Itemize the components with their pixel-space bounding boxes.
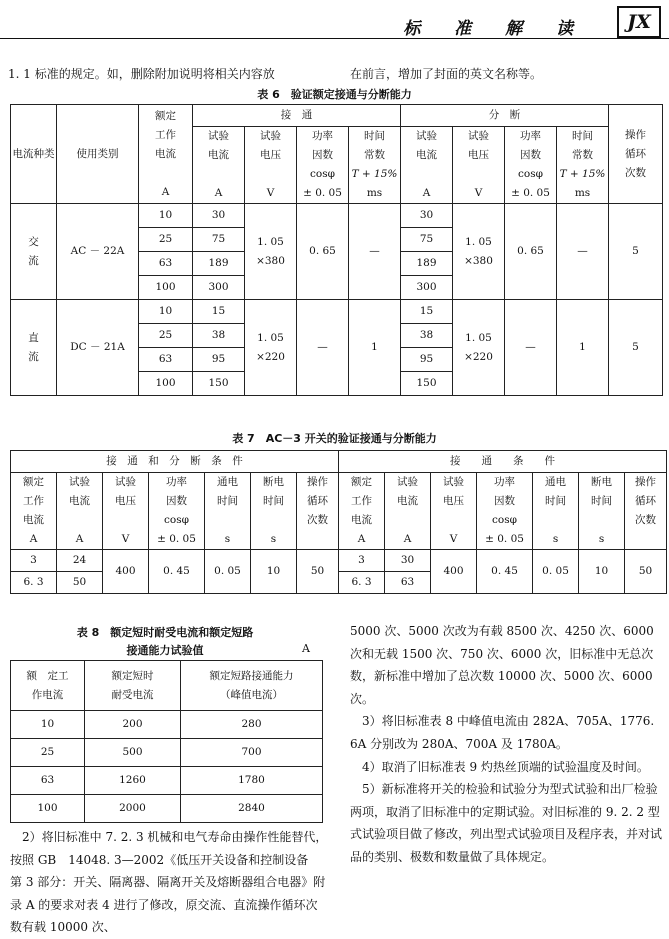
para-right-1: 5000 次、5000 次改为有载 8500 次、4250 次、6000 次和无载 1500 次、750 次、6000 次，旧标准中无总次数，新标准中增加了总次数 10000 次、5000 次、6000 次。: [350, 624, 654, 706]
table7: [10, 450, 667, 594]
t6-h-make: 接 通: [193, 105, 401, 127]
table7-caption: 表 7 AC－3 开关的验证接通与分断能力: [232, 432, 437, 445]
table-cell: 150: [193, 372, 245, 396]
table-cell: 15: [193, 300, 245, 324]
table-cell: 25: [139, 228, 193, 252]
para-left: 2）将旧标准中 7. 2. 3 机械和电气寿命由操作性能替代，按照 GB 14048. 3—2002《低压开关设备和控制设备 第 3 部分：开关、隔离器、隔离开关及熔断器组合电器》附录 A 的要求对表 4 进行了修改，原交流、直流操作循环次数有载 10000 次、: [10, 830, 328, 935]
table8: [10, 660, 323, 823]
table-cell: 6. 3: [11, 572, 57, 594]
t6-h-cat: 使用类别: [57, 105, 139, 204]
table-cell: 50: [297, 550, 339, 594]
t6-ac-voltage-b: 1. 05 ×380: [453, 204, 505, 300]
table-cell: 50: [57, 572, 103, 594]
table-cell: 10: [579, 550, 625, 594]
intro-left: 1. 1 标准的规定。如，删除附加说明将相关内容放: [8, 67, 275, 81]
para-right-container: [350, 620, 662, 869]
t6-h-pf: 功率因数 cosφ ± 0. 05: [297, 127, 349, 204]
table-cell: 10: [251, 550, 297, 594]
table-cell: 189: [193, 252, 245, 276]
t6-dc-tk: 1: [349, 300, 401, 396]
table-cell: 300: [401, 276, 453, 300]
table-cell: 150: [401, 372, 453, 396]
table-cell: 15: [401, 300, 453, 324]
table-cell: 63: [139, 348, 193, 372]
t6-ac-pf: 0. 65: [297, 204, 349, 300]
t7-h-tc-r: 试验电流 A: [385, 473, 431, 550]
t8-h3: 额定短路接通能力（峰值电流）: [181, 661, 323, 711]
table-cell: 0. 45: [149, 550, 205, 594]
t7-h-pf-r: 功率因数 cosφ ± 0. 05: [477, 473, 533, 550]
t7-h-on: 通电时间 s: [205, 473, 251, 550]
t7-h-cyc-r: 操作循环次数: [625, 473, 667, 550]
table-cell: 25: [139, 324, 193, 348]
t6-ac-cycles: 5: [609, 204, 663, 300]
table8-unit: A: [302, 642, 310, 655]
t6-dc-tk-b: 1: [557, 300, 609, 396]
t6-h-tc2: 试验电流 A: [401, 127, 453, 204]
table-cell: 10: [139, 300, 193, 324]
t7-h-on-r: 通电时间 s: [533, 473, 579, 550]
table-cell: 280: [181, 711, 323, 739]
table-cell: 3: [11, 550, 57, 572]
t7-h-tc: 试验电流 A: [57, 473, 103, 550]
section-title: 标 准 解 读: [403, 19, 587, 39]
table-cell: 95: [193, 348, 245, 372]
t6-h-break: 分 断: [401, 105, 609, 127]
para-right-3: 4）取消了旧标准表 9 灼热丝顶端的试验温度及时间。: [350, 759, 649, 774]
t6-ac-cat: AC － 22A: [57, 204, 139, 300]
t6-dc-cat: DC － 21A: [57, 300, 139, 396]
table-cell: 1780: [181, 767, 323, 795]
journal-logo: JX: [617, 6, 661, 38]
t7-h-tv: 试验电压 V: [103, 473, 149, 550]
t7-h-off-r: 断电时间 s: [579, 473, 625, 550]
t6-h-tk2: 时间常数 T + 15% ms: [557, 127, 609, 204]
t6-dc-pf-b: —: [505, 300, 557, 396]
t7-h-off: 断电时间 s: [251, 473, 297, 550]
t6-dc-pf: —: [297, 300, 349, 396]
t7-h-rated: 额定工作电流 A: [11, 473, 57, 550]
table-cell: 30: [193, 204, 245, 228]
table-cell: 100: [139, 276, 193, 300]
t6-dc-voltage-b: 1. 05 ×220: [453, 300, 505, 396]
t7-left-group: 接 通 和 分 断 条 件: [11, 451, 339, 473]
table-cell: 200: [85, 711, 181, 739]
t7-h-cyc: 操作循环次数: [297, 473, 339, 550]
table8-caption-1: 表 8 额定短时耐受电流和额定短路: [76, 626, 254, 639]
t6-ac-pf-b: 0. 65: [505, 204, 557, 300]
t6-dc-kind: 直流: [11, 300, 57, 396]
table-cell: 400: [103, 550, 149, 594]
t6-ac-voltage: 1. 05 ×380: [245, 204, 297, 300]
table-cell: 1260: [85, 767, 181, 795]
table-cell: 24: [57, 550, 103, 572]
table-cell: 700: [181, 739, 323, 767]
table-cell: 30: [401, 204, 453, 228]
table-cell: 400: [431, 550, 477, 594]
table-cell: 38: [401, 324, 453, 348]
table-cell: 95: [401, 348, 453, 372]
table-cell: 25: [11, 739, 85, 767]
table-cell: 50: [625, 550, 667, 594]
table-cell: 0. 05: [205, 550, 251, 594]
table-cell: 30: [385, 550, 431, 572]
table-cell: 63: [11, 767, 85, 795]
t6-h-rated: 额定工作电流 A: [139, 105, 193, 204]
table-cell: 10: [139, 204, 193, 228]
t6-dc-voltage: 1. 05 ×220: [245, 300, 297, 396]
table-cell: 100: [11, 795, 85, 823]
table-cell: 0. 05: [533, 550, 579, 594]
table-cell: 63: [139, 252, 193, 276]
t6-dc-cycles: 5: [609, 300, 663, 396]
table6: [10, 104, 663, 396]
t6-ac-kind: 交流: [11, 204, 57, 300]
para-right-4: 5）新标准将开关的检验和试验分为型式试验和出厂检验两项，取消了旧标准中的定期试验。对旧标准的 9. 2. 2 型式试验项目做了修改，列出型式试验项目及程序表，并对试品的类别、极数和数量做了具体规定。: [350, 782, 663, 864]
table6-caption: 表 6 验证额定接通与分断能力: [257, 88, 412, 101]
table-cell: 0. 45: [477, 550, 533, 594]
t6-h-tc: 试验电流 A: [193, 127, 245, 204]
t7-h-rated-r: 额定工作电流 A: [339, 473, 385, 550]
t6-h-pf2: 功率因数 cosφ ± 0. 05: [505, 127, 557, 204]
table-cell: 2840: [181, 795, 323, 823]
t6-h-tv: 试验电压 V: [245, 127, 297, 204]
t6-ac-tk-b: —: [557, 204, 609, 300]
table-cell: 75: [401, 228, 453, 252]
table-cell: 500: [85, 739, 181, 767]
table-cell: 10: [11, 711, 85, 739]
table8-caption-2: 接通能力试验值: [126, 644, 204, 657]
table-cell: 189: [401, 252, 453, 276]
t6-h-kind: 电流种类: [11, 105, 57, 204]
table-cell: 38: [193, 324, 245, 348]
t6-ac-tk: —: [349, 204, 401, 300]
table-cell: 3: [339, 550, 385, 572]
t7-h-tv-r: 试验电压 V: [431, 473, 477, 550]
t8-h2: 额定短时耐受电流: [85, 661, 181, 711]
intro-right: 在前言，增加了封面的英文名称等。: [350, 67, 543, 81]
header-rule: [0, 38, 669, 39]
table-cell: 6. 3: [339, 572, 385, 594]
table-cell: 2000: [85, 795, 181, 823]
table-cell: 300: [193, 276, 245, 300]
table-cell: 75: [193, 228, 245, 252]
t6-h-cycles: 操作循环次数: [609, 105, 663, 204]
t7-right-group: 接 通 条 件: [339, 451, 667, 473]
para-right-2: 3）将旧标准表 8 中峰值电流由 282A、705A、1776. 6A 分别改为 280A、700A 及 1780A。: [350, 714, 655, 751]
t6-h-tv2: 试验电压 V: [453, 127, 505, 204]
table-cell: 63: [385, 572, 431, 594]
table-cell: 100: [139, 372, 193, 396]
t8-h1: 额 定工作电流: [11, 661, 85, 711]
t7-h-pf: 功率因数 cosφ ± 0. 05: [149, 473, 205, 550]
t6-h-tk: 时间常数 T + 15% ms: [349, 127, 401, 204]
